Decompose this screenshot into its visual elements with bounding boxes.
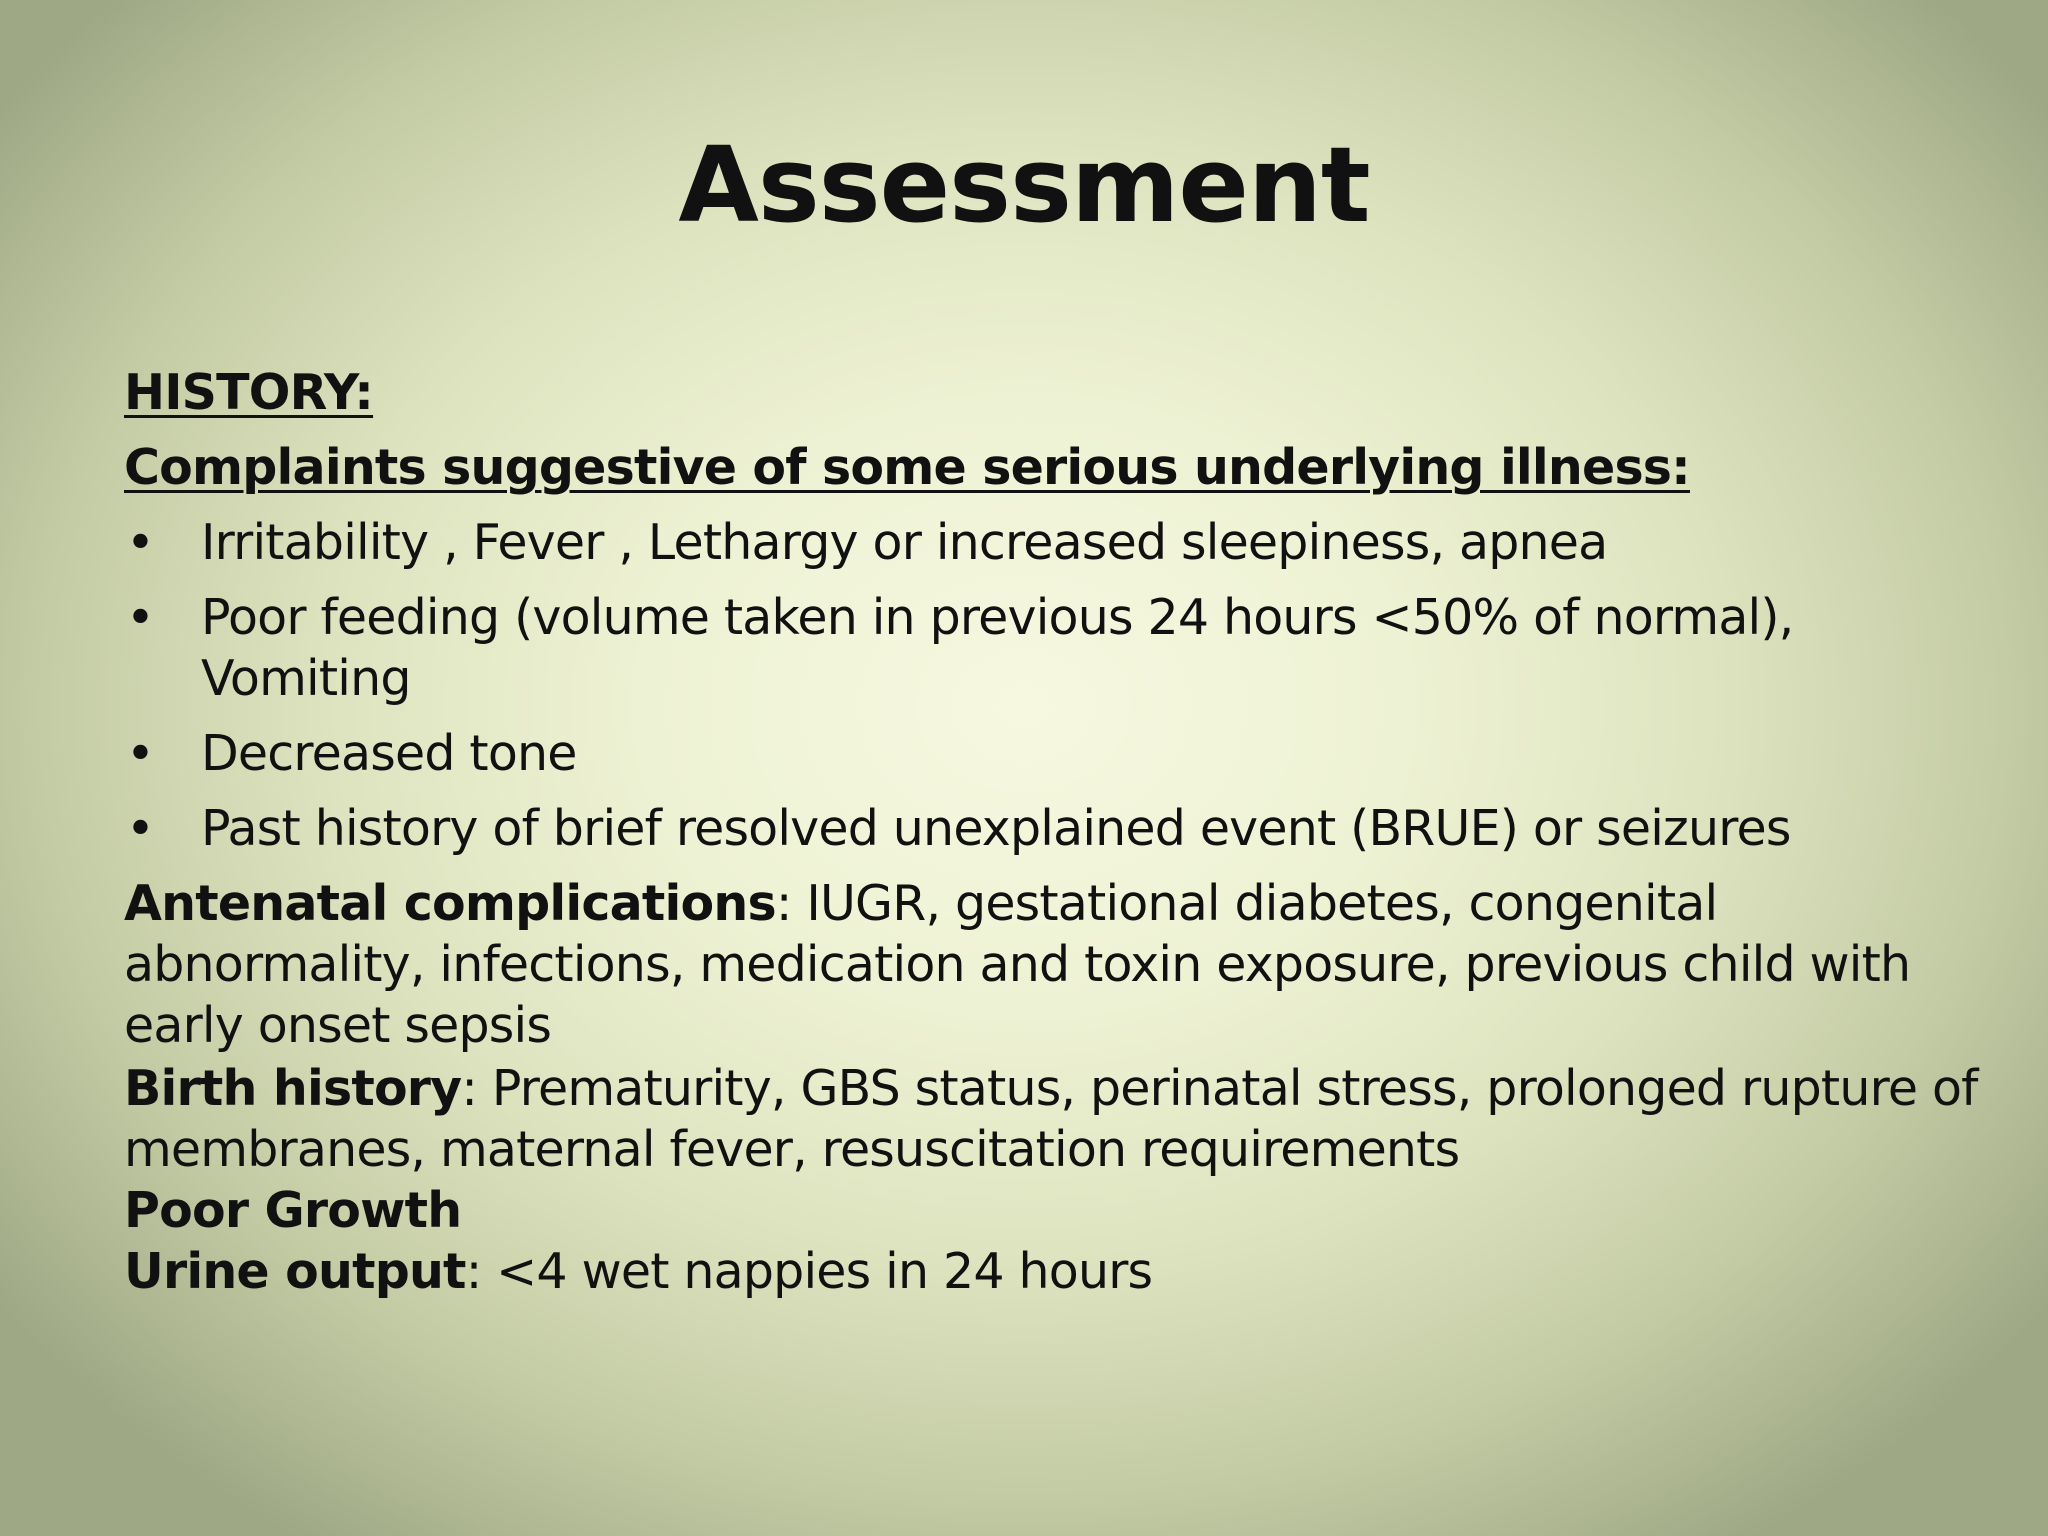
history-heading: HISTORY:: [124, 364, 374, 421]
list-item-text: Decreased tone: [201, 725, 577, 782]
poor-growth-label: Poor Growth: [124, 1182, 462, 1239]
slide-body: [124, 362, 1984, 1302]
poor-growth-paragraph: [124, 1180, 1984, 1241]
slide-title: Assessment: [678, 124, 1370, 246]
list-item-text: Past history of brief resolved unexplained event (BRUE) or seizures: [201, 800, 1791, 857]
list-item: [124, 587, 1984, 709]
bullet-icon: •: [126, 800, 155, 857]
complaints-heading: Complaints suggestive of some serious underlying illness:: [124, 439, 1690, 496]
bullet-icon: •: [126, 725, 155, 782]
antenatal-paragraph: [124, 873, 1984, 1056]
list-item: [124, 512, 1984, 573]
urine-output-text: : <4 wet nappies in 24 hours: [465, 1243, 1153, 1300]
antenatal-text: : IUGR, gestational diabetes, congenital abnormality, infections, medication and toxin exposure, previous child with early onset sepsis: [124, 875, 1911, 1054]
complaints-list: [124, 512, 1984, 859]
birth-history-text: : Prematurity, GBS status, perinatal stress, prolonged rupture of membranes, maternal fever, resuscitation requirements: [124, 1060, 1978, 1178]
list-item: [124, 798, 1984, 859]
list-item: [124, 723, 1984, 784]
birth-history-paragraph: [124, 1058, 1984, 1180]
list-item-text: Irritability , Fever , Lethargy or increased sleepiness, apnea: [201, 514, 1608, 571]
antenatal-label: Antenatal complications: [124, 875, 776, 932]
birth-history-label: Birth history: [124, 1060, 462, 1117]
urine-output-label: Urine output: [124, 1243, 466, 1300]
urine-output-paragraph: [124, 1241, 1984, 1302]
list-item-text: Poor feeding (volume taken in previous 24 hours <50% of normal), Vomiting: [201, 589, 1794, 707]
bullet-icon: •: [126, 514, 155, 571]
bullet-icon: •: [126, 589, 155, 646]
